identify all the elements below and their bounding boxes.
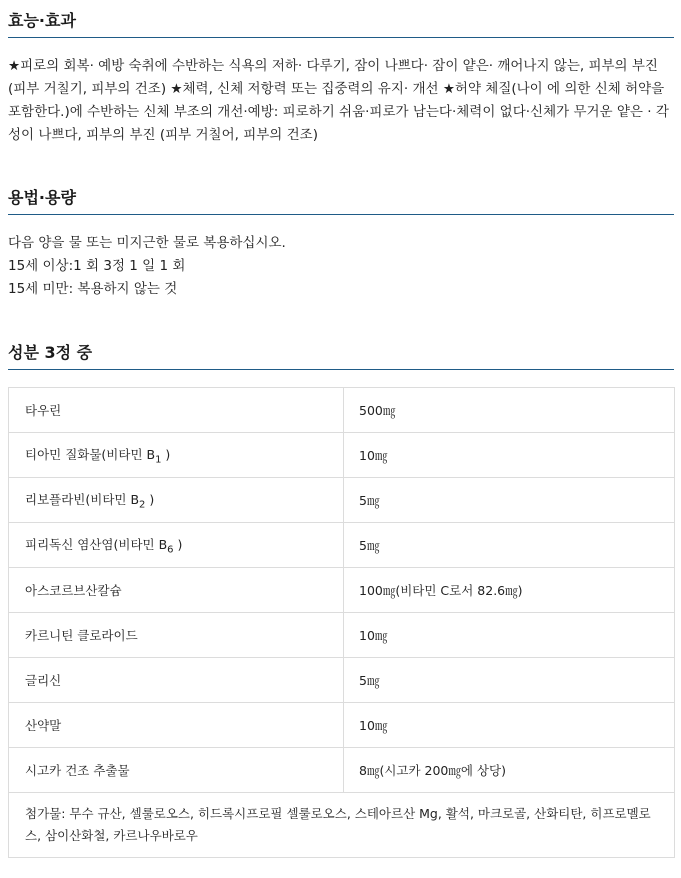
- ingredient-name: 타우린: [9, 388, 344, 433]
- ingredient-name: 피리독신 염산염(비타민 $B_6$ ): [9, 523, 344, 568]
- table-row: [9, 433, 675, 478]
- table-row: [9, 748, 675, 793]
- table-row: [9, 658, 675, 703]
- ingredient-amount: 5㎎: [344, 658, 675, 703]
- ingredient-amount: 10㎎: [344, 613, 675, 658]
- table-row: [9, 388, 675, 433]
- table-row: [9, 478, 675, 523]
- table-row: [9, 793, 675, 858]
- ingredient-name: 티아민 질화물(비타민 $B_1$ ): [9, 433, 344, 478]
- table-row: [9, 523, 675, 568]
- ingredient-name: 글리신: [9, 658, 344, 703]
- ingredients-heading: 성분 3정 중: [8, 343, 93, 362]
- usage-text: [8, 232, 676, 301]
- ingredient-amount: 100㎎(비타민 C로서 82.6㎎): [344, 568, 675, 613]
- usage-divider: [8, 214, 674, 215]
- additives-cell: 첨가물: 무수 규산, 셀룰로오스, 히드록시프로필 셀룰로오스, 스테아르산 Mg, 활석, 마크로골, 산화티탄, 히프로멜로스, 삼이산화철, 카르나우바로우: [9, 793, 675, 858]
- table-row: [9, 703, 675, 748]
- ingredient-amount: 5㎎: [344, 478, 675, 523]
- ingredient-name: 아스코르브산칼슘: [9, 568, 344, 613]
- ingredient-name: 시고카 건조 추출물: [9, 748, 344, 793]
- ingredient-amount: 10㎎: [344, 433, 675, 478]
- table-row: [9, 568, 675, 613]
- usage-heading: 용법·용량: [8, 188, 76, 207]
- efficacy-divider: [8, 37, 674, 38]
- ingredient-amount: 8㎎(시고카 200㎎에 상당): [344, 748, 675, 793]
- ingredient-amount: 10㎎: [344, 703, 675, 748]
- efficacy-heading: 효능·효과: [8, 11, 76, 30]
- efficacy-text: ★피로의 회복· 예방 숙취에 수반하는 식욕의 저하· 다루기, 잠이 나쁘다· 잠이 얕은· 깨어나지 않는, 피부의 부진(피부 거칠기, 피부의 건조) ★체력, 신체 저항력 또는 집중력의 유지· 개선 ★허약 체질(나이 에 의한 신체 허약을 포함한다.)에 수반하는 신체 부조의 개선·예방: 피로하기 쉬움·피로가 남는다·체력이 없다·신체가 무거운 얕은 · 각성이 나쁘다, 피부의 부진 (피부 거칠어, 피부의 건조): [8, 58, 669, 143]
- ingredients-table: [8, 387, 675, 858]
- usage-line: 15세 이상:1 회 3정 1 일 1 회: [8, 258, 186, 274]
- ingredient-name: 카르니틴 클로라이드: [9, 613, 344, 658]
- ingredient-amount: 500㎎: [344, 388, 675, 433]
- ingredient-amount: 5㎎: [344, 523, 675, 568]
- usage-line: 15세 미만: 복용하지 않는 것: [8, 281, 178, 297]
- ingredients-divider: [8, 369, 674, 370]
- table-row: [9, 613, 675, 658]
- ingredient-name: 산약말: [9, 703, 344, 748]
- ingredient-name: 리보플라빈(비타민 $B_2$ ): [9, 478, 344, 523]
- usage-line: 다음 양을 물 또는 미지근한 물로 복용하십시오.: [8, 235, 286, 251]
